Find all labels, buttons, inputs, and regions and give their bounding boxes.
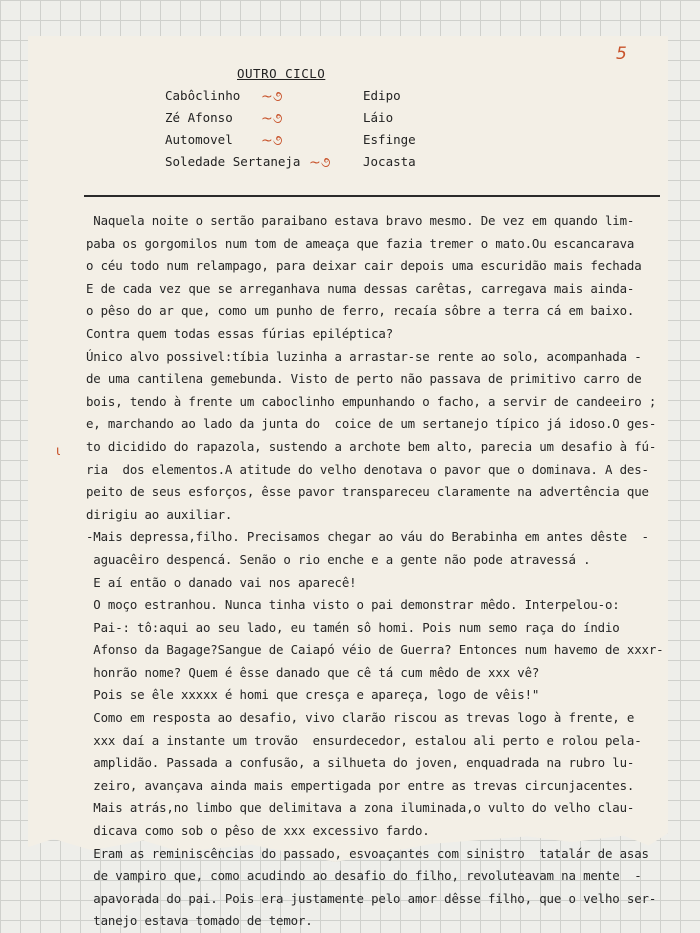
text-line: E de cada vez que se arreganhava numa dessas carêtas, carregava mais ainda-	[86, 280, 635, 296]
cast-row	[165, 132, 425, 154]
text-line: zeiro, avançava ainda mais empertigada por entre as trevas circunjacentes.	[86, 777, 635, 793]
text-line: bois, tendo à frente um caboclinho empunhando o facho, a servir de candeeiro ;	[86, 393, 657, 409]
text-line: Pai-: tô:aqui ao seu lado, eu tamén sô homi. Pois num semo raça do índio	[86, 619, 620, 635]
cast-row	[165, 110, 425, 132]
cast-character: Automovel	[165, 132, 233, 147]
text-line: amplidão. Passada a confusão, a silhueta do joven, enquadrada na rubro lu-	[86, 755, 635, 771]
text-line: Contra quem todas essas fúrias epiléptica?	[86, 325, 394, 341]
cast-role: Esfinge	[363, 132, 416, 147]
text-line: Como em resposta ao desafio, vivo clarão riscou as trevas logo à frente, e	[86, 710, 635, 726]
text-line: O moço estranhou. Nunca tinha visto o pai demonstrar mêdo. Interpelou-o:	[86, 597, 620, 613]
text-line: honrão nome? Quem é êsse danado que cê tá cum mêdo de xxx vê?	[86, 664, 540, 680]
text-line: Pois se êle xxxxx é homi que cresça e apareça, logo de vêis!"	[86, 687, 540, 703]
cast-role: Jocasta	[363, 154, 416, 169]
text-line: dirigiu ao auxiliar.	[86, 506, 233, 522]
text-line: ria dos elementos.A atitude do velho denotava o pavor que o dominava. A des-	[86, 461, 649, 477]
swirl-mark-icon: ~૭	[261, 133, 283, 149]
text-line: Eram as reminiscências do passado, esvoaçantes com sinistro tatalár de asas	[86, 845, 649, 861]
page-title: OUTRO CICLO	[237, 66, 326, 81]
swirl-mark-icon: ~૭	[261, 89, 283, 105]
cast-character: Cabôclinho	[165, 88, 241, 103]
text-line: to dicidido do rapazola, sustendo a archote bem alto, parecia um desafio à fú-	[86, 438, 657, 454]
cast-row	[165, 88, 425, 110]
text-line: o céu todo num relampago, para deixar cair depois uma escuridão mais fechada	[86, 258, 642, 274]
cast-row	[165, 154, 425, 176]
cast-character: Zé Afonso	[165, 110, 233, 125]
divider-line	[84, 195, 660, 197]
swirl-mark-icon: ~૭	[309, 155, 331, 171]
margin-mark-icon: ɩ	[56, 444, 61, 459]
story-text	[86, 210, 664, 933]
cast-character: Soledade Sertaneja	[165, 154, 301, 169]
text-line: -Mais depressa,filho. Precisamos chegar ao váu do Berabinha em antes dêste -	[86, 529, 649, 545]
cast-role: Láio	[363, 110, 394, 125]
text-line: tanejo estava tomado de temor.	[86, 913, 313, 929]
text-line: peito de seus esforços, êsse pavor transpareceu claramente na advertência que	[86, 484, 649, 500]
text-line: Afonso da Bagage?Sangue de Caiapó véio de Guerra? Entonces num havemo de xxxr-	[86, 642, 664, 658]
text-line: aguacêiro despencá. Senão o rio enche e a gente não pode atravessá .	[86, 551, 591, 567]
cast-role: Edipo	[363, 88, 401, 103]
text-line: o pêso do ar que, como um punho de ferro, recaía sôbre a terra cá em baixo.	[86, 303, 635, 319]
text-line: apavorada do pai. Pois era justamente pelo amor dêsse filho, que o velho ser-	[86, 890, 657, 906]
text-line: dicava como sob o pêso de xxx excessivo fardo.	[86, 823, 430, 839]
text-line: Único alvo possivel:tíbia luzinha a arrastar-se rente ao solo, acompanhada -	[86, 348, 642, 364]
text-line: Naquela noite o sertão paraibano estava bravo mesmo. De vez em quando lim-	[86, 213, 635, 228]
swirl-mark-icon: ~૭	[261, 111, 283, 127]
cast-list	[165, 88, 425, 176]
text-line: xxx daí a instante um trovão ensurdecedor, estalou ali perto e rolou pela-	[86, 732, 642, 748]
page-number: 5	[616, 44, 627, 64]
text-line: Mais atrás,no limbo que delimitava a zona iluminada,o vulto do velho clau-	[86, 800, 635, 816]
text-line: paba os gorgomilos num tom de ameaça que fazia tremer o mato.Ou escancarava	[86, 235, 635, 251]
text-line: de uma cantilena gemebunda. Visto de perto não passava de primitivo carro de	[86, 371, 642, 387]
text-line: e, marchando ao lado da junta do coice de um sertanejo típico já idoso.O ges-	[86, 416, 657, 432]
text-line: de vampiro que, como acudindo ao desafio do filho, revoluteavam na mente -	[86, 868, 642, 884]
text-line: E aí então o danado vai nos aparecê!	[86, 574, 357, 590]
